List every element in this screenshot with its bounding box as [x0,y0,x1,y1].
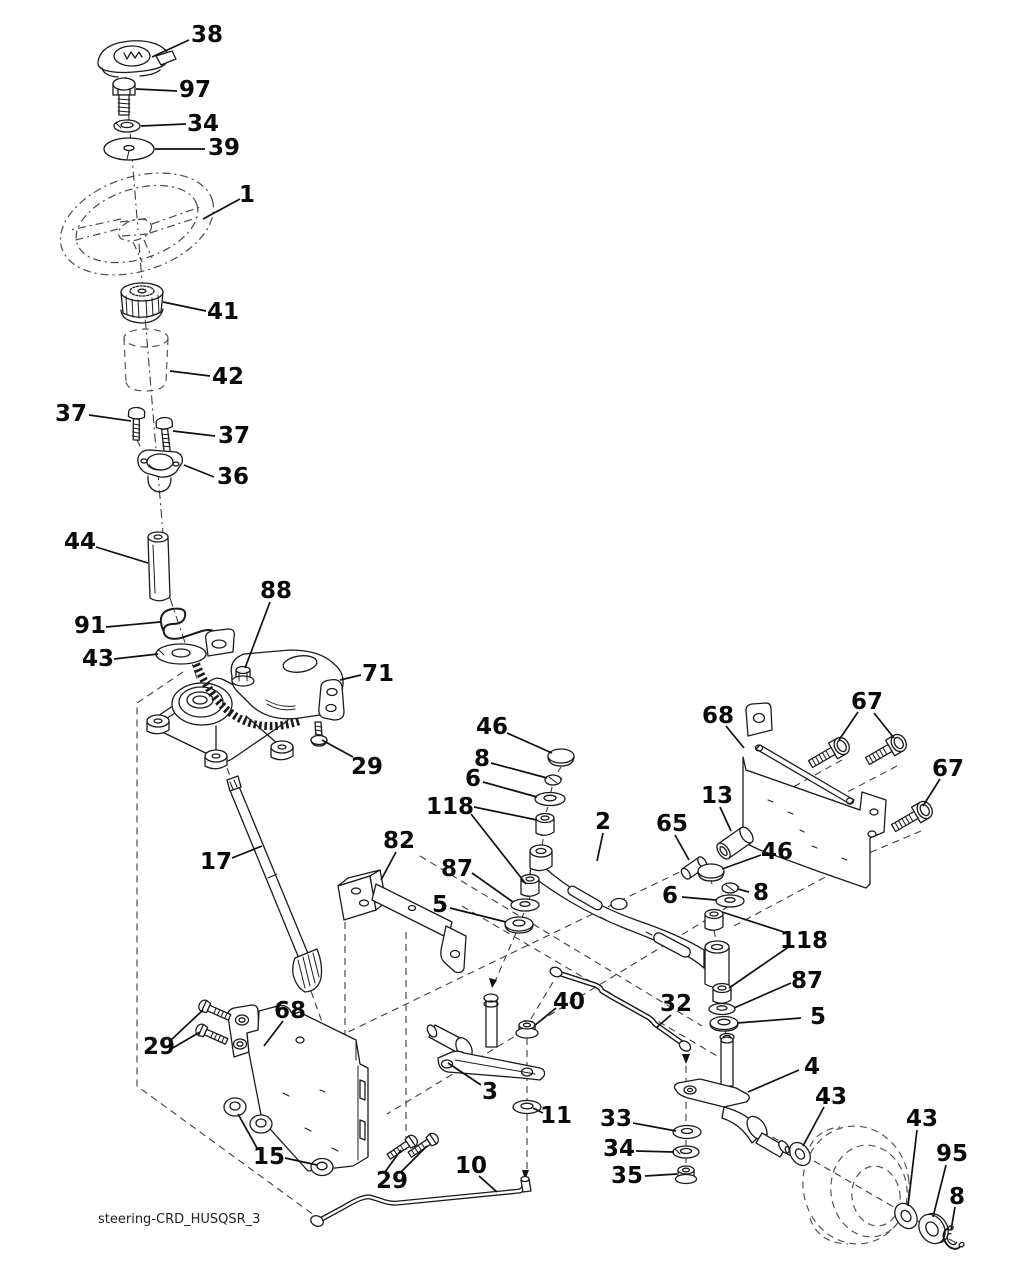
callout-label-41: 41 [206,299,240,325]
callout-label-40: 40 [552,989,586,1015]
shaft-extension-44 [148,532,170,601]
callout-label-29: 29 [375,1168,409,1194]
callout-label-37: 37 [54,401,88,427]
callout-leader-46 [507,733,552,753]
callout-leader-8 [491,763,547,778]
callout-leader-2 [597,833,603,861]
callout-leader-65 [675,835,689,860]
callout-label-32: 32 [659,991,693,1017]
callout-label-1: 1 [238,182,256,208]
callout-label-82: 82 [382,828,416,854]
spacer-13 [714,825,755,862]
callout-leader-29 [322,740,353,757]
callout-label-35: 35 [610,1163,644,1189]
callout-label-33: 33 [599,1106,633,1132]
callout-leader-118 [471,814,526,884]
bolt-67-a [806,735,852,772]
callout-label-43: 43 [905,1106,939,1132]
callout-leader-67 [923,779,940,806]
callout-leader-44 [96,547,148,563]
callout-leader-34 [141,124,186,126]
screw-29-top-b [194,1022,229,1046]
callout-label-17: 17 [199,849,233,875]
bearing-plate-36 [138,450,183,492]
flat-washer-39 [104,138,154,160]
washer-43-axle-inner [785,1139,814,1170]
callout-label-118: 118 [779,928,829,954]
callout-label-65: 65 [655,811,689,837]
callout-label-3: 3 [481,1079,499,1105]
callout-label-15: 15 [252,1144,286,1170]
callout-label-8: 8 [948,1184,966,1210]
callout-leader-1 [203,199,240,219]
callout-leader-43 [908,1130,917,1206]
washer-43-axle-outer [890,1199,921,1233]
callout-label-11: 11 [539,1103,573,1129]
callout-label-67: 67 [931,756,965,782]
washer-stack-33-34-35 [673,1126,701,1184]
screw-29-console [311,722,327,746]
callout-label-37: 37 [217,423,251,449]
callout-label-2: 2 [594,809,612,835]
callout-leader-91 [106,622,160,627]
callout-leader-29 [171,1032,200,1049]
support-bracket-82 [338,870,466,973]
steering-sleeve-42 [124,329,168,391]
callout-leader-68 [726,726,744,748]
callout-leader-5 [737,1018,801,1023]
hex-bolt-97 [113,78,135,115]
callout-label-46: 46 [475,714,509,740]
callout-label-88: 88 [259,578,293,604]
lock-washer-34 [114,120,140,132]
callout-label-87: 87 [790,968,824,994]
kingpin-stack-right-upper [680,825,756,931]
washer-43-console [156,644,206,664]
callout-label-87: 87 [440,856,474,882]
callout-label-34: 34 [186,111,220,137]
callout-label-13: 13 [700,783,734,809]
callout-leader-42 [170,371,210,376]
callout-leader-5 [450,908,506,922]
callout-label-46: 46 [760,839,794,865]
console-mount-ear [319,680,344,720]
callout-leader-13 [720,807,731,831]
kingpin-stack-right-lower [709,984,738,1041]
callout-leader-67 [839,712,858,740]
callout-leader-87 [472,873,513,902]
callout-leader-6 [483,782,537,797]
callout-leader-6 [682,897,716,900]
callout-label-44: 44 [63,529,97,555]
callout-label-68: 68 [273,998,307,1024]
callout-label-8: 8 [752,880,770,906]
callout-label-118: 118 [425,794,475,820]
callout-leader-35 [645,1174,677,1176]
callout-label-43: 43 [814,1084,848,1110]
steering-wheel-insert-cap [98,41,176,77]
callout-label-34: 34 [602,1136,636,1162]
washer-11 [513,1101,541,1114]
callout-leader-97 [136,89,177,91]
callout-layer [55,22,968,1230]
lock-nut-40 [516,1021,538,1038]
callout-leader-95 [933,1165,946,1217]
callout-label-38: 38 [190,22,224,48]
callout-label-91: 91 [73,613,107,639]
callout-label-97: 97 [178,77,212,103]
callout-leader-36 [184,465,214,477]
callout-leader-34 [636,1151,674,1152]
callout-leader-43 [114,654,158,659]
drawing-id-text: steering-CRD_HUSQSR_3 [98,1212,261,1227]
callout-label-4: 4 [803,1054,821,1080]
construction-lines [124,58,966,1247]
callout-leader-33 [633,1123,676,1131]
callout-leader-118 [474,807,537,820]
callout-label-5: 5 [431,892,449,918]
steering-shaft-17 [227,776,322,992]
callout-leader-82 [381,852,396,880]
axle-bracket-68-left [228,1005,368,1171]
callout-label-36: 36 [216,464,250,490]
callout-leader-37 [89,415,131,421]
callout-leader-37 [173,431,215,436]
callout-label-29: 29 [142,1034,176,1060]
callout-leader-67 [874,713,894,738]
callout-label-39: 39 [207,135,241,161]
bolt-67-c [889,799,935,836]
steering-adapter-41 [121,283,163,323]
screw-37-left [127,407,145,440]
callout-leader-8 [738,889,749,892]
callout-label-43: 43 [81,646,115,672]
callout-label-68: 68 [701,703,735,729]
callout-leader-4 [748,1070,799,1092]
callout-label-6: 6 [464,766,482,792]
callout-label-10: 10 [454,1153,488,1179]
callout-leader-41 [163,302,206,311]
callout-label-29: 29 [350,754,384,780]
callout-label-67: 67 [850,689,884,715]
callout-label-42: 42 [211,364,245,390]
callout-label-8: 8 [473,746,491,772]
callout-label-71: 71 [361,661,395,687]
callout-leader-87 [734,983,791,1008]
callout-label-5: 5 [809,1004,827,1030]
bolt-67-b [863,732,909,769]
screw-37-right [156,417,174,453]
adjustment-rod-10 [309,1177,531,1229]
callout-label-95: 95 [935,1141,969,1167]
callout-label-6: 6 [661,883,679,909]
